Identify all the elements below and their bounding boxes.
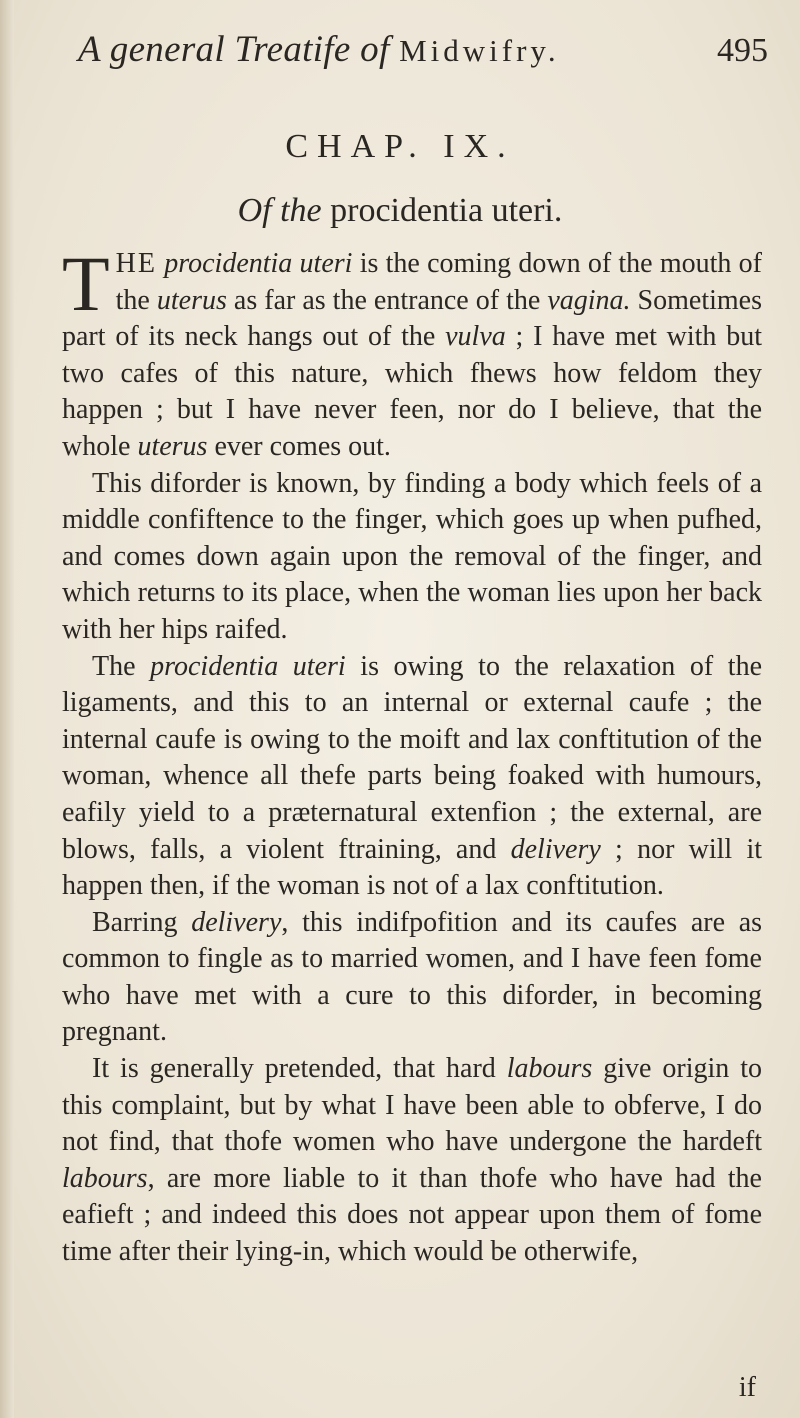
text-run: Sometimes part of its neck hangs out of the	[62, 284, 762, 353]
chapter-subtitle	[0, 192, 800, 230]
paragraph-3	[62, 649, 762, 905]
running-title-caps: Midwifry.	[399, 33, 560, 68]
italic-term: procidentia uteri	[164, 248, 353, 279]
text-run: is owing to the relaxation of the ligaments, and this to an internal or external caufe ; the internal caufe is owing to the moift and lax conftitution of the woman, whence all thefe parts being foaked with humours, eafily yield to a præternatural extenfion ; the external, are blows, falls, a violent ftraining, and	[62, 650, 763, 865]
text-run: ever comes out.	[207, 430, 391, 462]
text-run: , are more liable to it than thofe who have had the eafieft ; and indeed this does not appear upon them of fome time after their lying-in, which would be otherwife,	[62, 1162, 762, 1268]
text-run: Barring	[92, 906, 192, 938]
catchword: if	[738, 1372, 756, 1403]
italic-term: labours	[62, 1162, 148, 1194]
text-run: is the coming down of the mouth of the	[115, 248, 763, 316]
text-run: This diforder is known, by finding a body which feels of a middle confiftence to the finger, which goes up when pufhed, and comes down again upon the removal of the finger, and which returns to its place, when the woman lies upon her back with her hips raifed.	[62, 467, 762, 645]
italic-term: labours	[506, 1053, 593, 1085]
running-title-prefix: A general Treatife of	[78, 29, 390, 70]
paragraph-5	[62, 1051, 762, 1271]
text-run: The	[92, 650, 151, 682]
text-run: ; I have met with but two cafes of this nature, which fhews how feldom they happen ; but I have never feen, nor do I believe, that the whole	[62, 321, 762, 462]
subtitle-plain: procidentia uteri.	[330, 192, 563, 229]
italic-term: vagina.	[547, 284, 631, 316]
text-run: give origin to this complaint, but by what I have been able to obferve, I do not find, that thofe women who have undergone the hardeft	[62, 1053, 762, 1158]
running-header	[78, 22, 768, 78]
drop-cap: T	[62, 240, 110, 327]
text-run: It is generally pretended, that hard	[92, 1053, 507, 1085]
subtitle-italic: Of the	[237, 192, 322, 229]
text-run: as far as the entrance of the	[226, 284, 548, 316]
lead-letters: HE	[115, 248, 157, 279]
text-run: , this indifpofition and its caufes are as common to fingle as to married women, and I have feen fome who have met with a cure to this diforder, in becoming pregnant.	[62, 906, 763, 1048]
chapter-heading: CHAP. IX.	[285, 128, 515, 165]
page-number: 495	[717, 32, 768, 69]
running-title	[78, 28, 560, 71]
paragraph-2	[62, 466, 762, 649]
text-run: ; nor will it happen then, if the woman is not of a lax conftitution.	[62, 833, 762, 902]
italic-term: uterus	[156, 284, 227, 316]
italic-term: uterus	[137, 430, 208, 462]
italic-term: delivery	[191, 906, 282, 938]
italic-term: procidentia uteri	[150, 650, 346, 682]
paragraph-4	[62, 905, 762, 1051]
paragraph-1	[62, 240, 763, 466]
italic-term: vulva	[445, 321, 506, 353]
italic-term: delivery	[510, 833, 601, 865]
body-text	[62, 240, 763, 1271]
